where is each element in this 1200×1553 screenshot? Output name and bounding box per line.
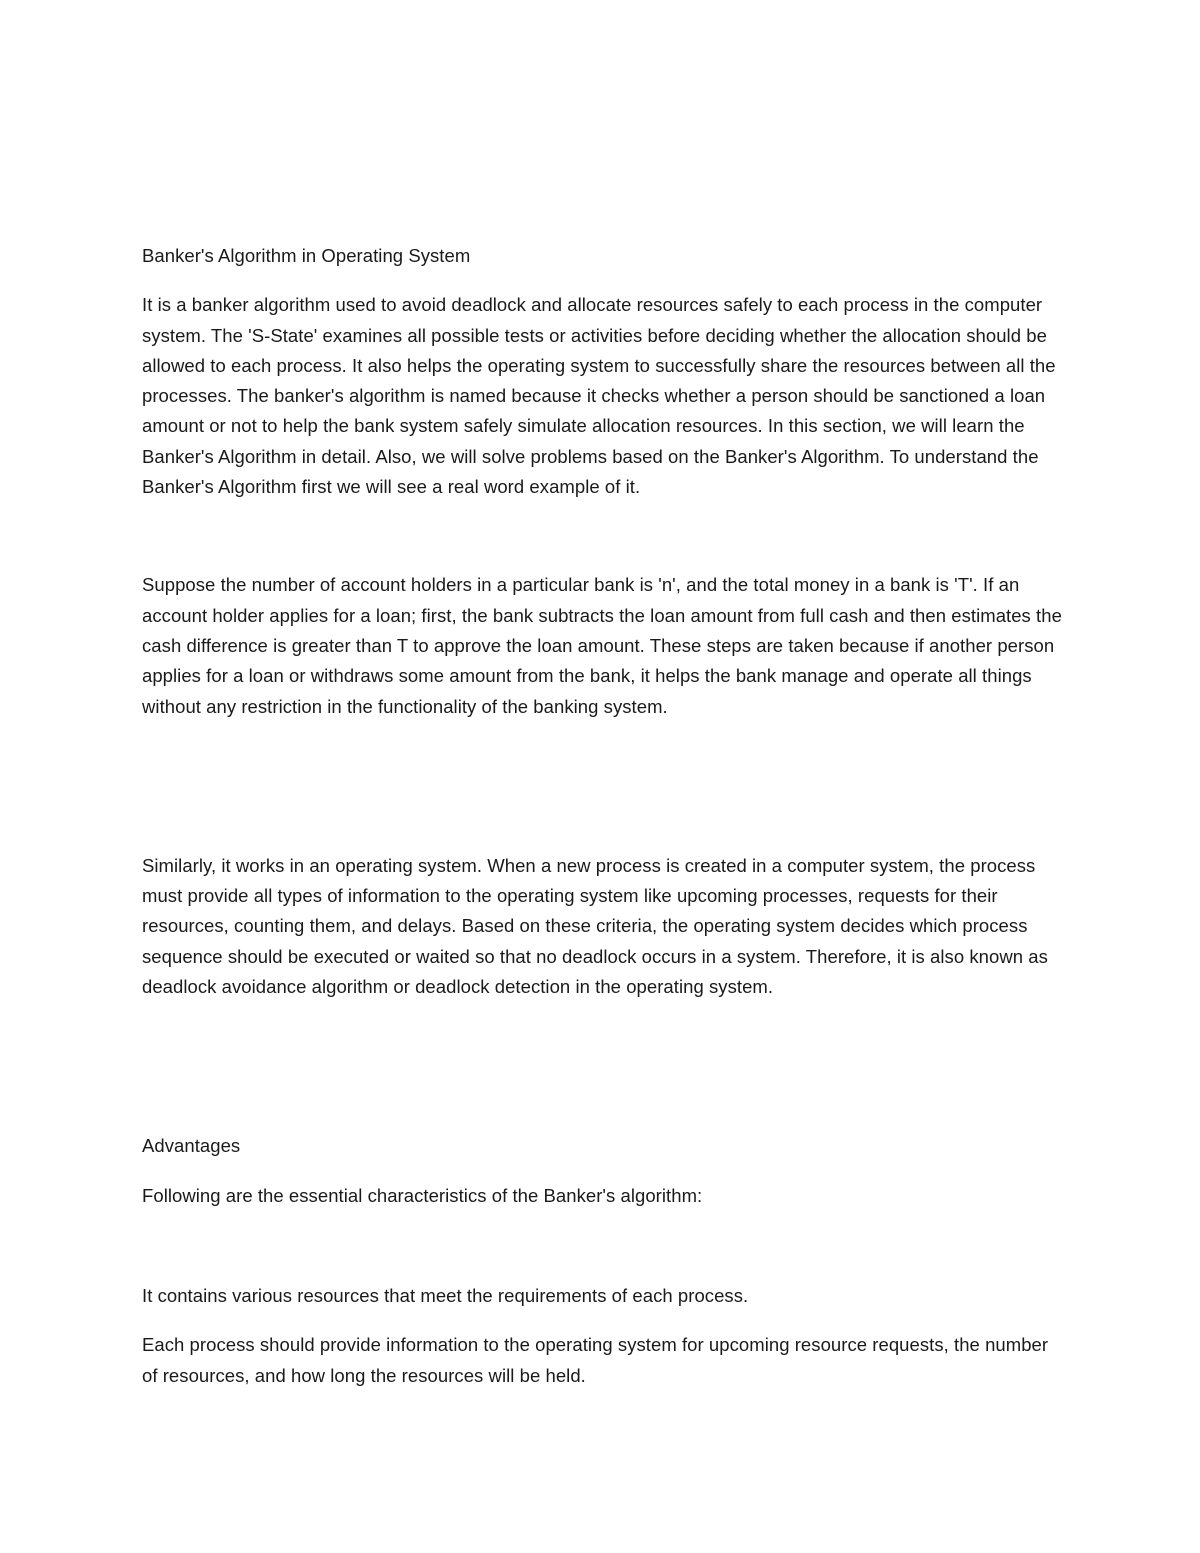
- os-analogy-paragraph: Similarly, it works in an operating system. When a new process is created in a computer system, the process must provide all types of information to the operating system like upcoming processes, requests for their resources, counting them, and delays. Based on these criteria, the operating system decides which process sequence should be executed or waited so that no deadlock occurs in a system. Therefore, it is also known as deadlock avoidance algorithm or deadlock detection in the operating system.: [142, 854, 1048, 998]
- document-title: Banker's Algorithm in Operating System: [142, 245, 471, 266]
- spacer: [142, 521, 1062, 570]
- spacer: [142, 1021, 1062, 1131]
- spacer: [142, 741, 1062, 851]
- document-body: [142, 241, 1062, 1410]
- intro-paragraph: It is a banker algorithm used to avoid deadlock and allocate resources safely to each process in the computer system. The 'S-State' examines all possible tests or activities before deciding whether the allocation should be allowed to each process. It also helps the operating system to successfully share the resources between all the processes. The banker's algorithm is named because it checks whether a person should be sanctioned a loan amount or not to help the bank system safely simulate allocation resources. In this section, we will learn the Banker's Algorithm in detail. Also, we will solve problems based on the Banker's Algorithm. To understand the Banker's Algorithm first we will see a real word example of it.: [142, 294, 1056, 498]
- advantage-item-1: It contains various resources that meet the requirements of each process.: [142, 1284, 749, 1306]
- spacer: [142, 1230, 1062, 1281]
- bank-example-paragraph: Suppose the number of account holders in a particular bank is 'n', and the total money in a bank is 'T'. If an account holder applies for a loan; first, the bank subtracts the loan amount from full cash and then estimates the cash difference is greater than T to approve the loan amount. These steps are taken because if another person applies for a loan or withdraws some amount from the bank, it helps the bank manage and operate all things without any restriction in the functionality of the banking system.: [142, 574, 1062, 717]
- advantage-item-2: Each process should provide information to the operating system for upcoming resource requests, the number of resources, and how long the resources will be held.: [142, 1334, 1049, 1386]
- advantages-heading: Advantages: [142, 1135, 241, 1157]
- advantages-intro: Following are the essential characteristics of the Banker's algorithm:: [142, 1184, 703, 1206]
